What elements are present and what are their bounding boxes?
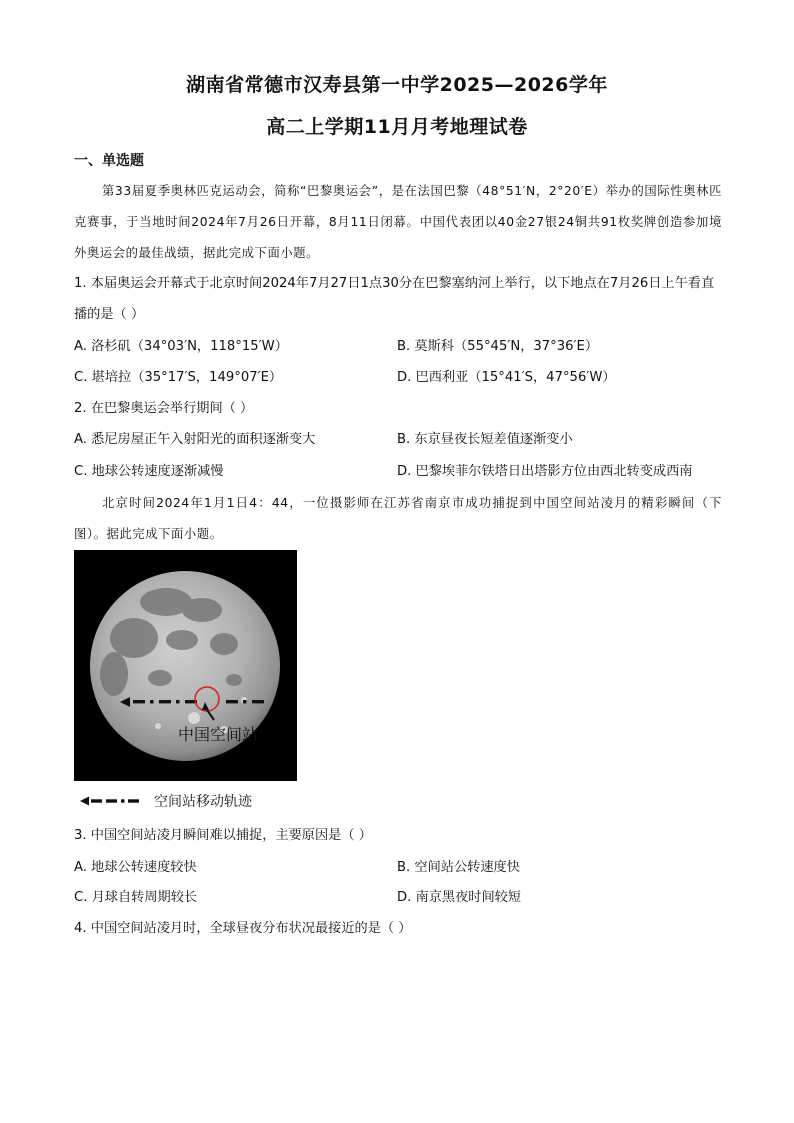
title-line-1: 湖南省常德市汉寿县第一中学2025—2026学年 — [186, 74, 608, 96]
question-4-stem: 4. 中国空间站凌月时，全球昼夜分布状况最接近的是（ ） — [74, 921, 412, 936]
intro-paragraph-olympics: 第33届夏季奥林匹克运动会，简称“巴黎奥运会”，是在法国巴黎（48°51′N，2°20′E）举办的国际性奥林匹克赛事，于当地时间2024年7月26日开幕，8月11日闭幕。中国代表团以40金27银24铜共91枚奖牌创造参加境外奥运会的最佳战绩，据此完成下面小题。 — [74, 184, 722, 260]
section-heading: 一、单选题 — [74, 153, 144, 169]
question-3-option-a: A. 地球公转速度较快 — [74, 860, 197, 875]
station-label: 中国空间站 — [178, 725, 259, 744]
question-1-option-b: B. 莫斯科（55°45′N，37°36′E） — [397, 339, 599, 354]
question-2-option-a: A. 悉尼房屋正午入射阳光的面积逐渐变大 — [74, 432, 316, 447]
question-3-option-c: C. 月球自转周期较长 — [74, 890, 198, 905]
moon-transit-image — [74, 550, 297, 781]
question-2-option-b: B. 东京昼夜长短差值逐渐变小 — [397, 432, 573, 447]
question-3-option-b: B. 空间站公转速度快 — [397, 860, 520, 875]
dash-dot-arrow-icon — [80, 795, 140, 807]
moon-photo-figure — [74, 550, 297, 781]
question-1-option-c: C. 堪培拉（35°17′S，149°07′E） — [74, 370, 283, 385]
question-2-stem: 2. 在巴黎奥运会举行期间（ ） — [74, 401, 254, 416]
question-3-stem: 3. 中国空间站凌月瞬间难以捕捉，主要原因是（ ） — [74, 828, 372, 843]
question-1-option-a: A. 洛杉矶（34°03′N，118°15′W） — [74, 339, 288, 354]
question-2-option-d: D. 巴黎埃菲尔铁塔日出塔影方位由西北转变成西南 — [397, 464, 693, 479]
legend-label: 空间站移动轨迹 — [154, 794, 252, 810]
question-1-stem: 1. 本届奥运会开幕式于北京时间2024年7月27日1点30分在巴黎塞纳河上举行，以下地点在7月26日上午看直播的是（ ） — [74, 276, 715, 322]
question-1-option-d: D. 巴西利亚（15°41′S，47°56′W） — [397, 370, 616, 385]
intro-paragraph-space-station: 北京时间2024年1月1日4：44，一位摄影师在江苏省南京市成功捕捉到中国空间站凌月的精彩瞬间（下图）。据此完成下面小题。 — [74, 496, 722, 541]
question-2-option-c: C. 地球公转速度逐渐减慢 — [74, 464, 224, 479]
figure-legend — [80, 790, 252, 812]
question-3-option-d: D. 南京黑夜时间较短 — [397, 890, 522, 905]
title-line-2: 高二上学期11月月考地理试卷 — [266, 116, 528, 138]
